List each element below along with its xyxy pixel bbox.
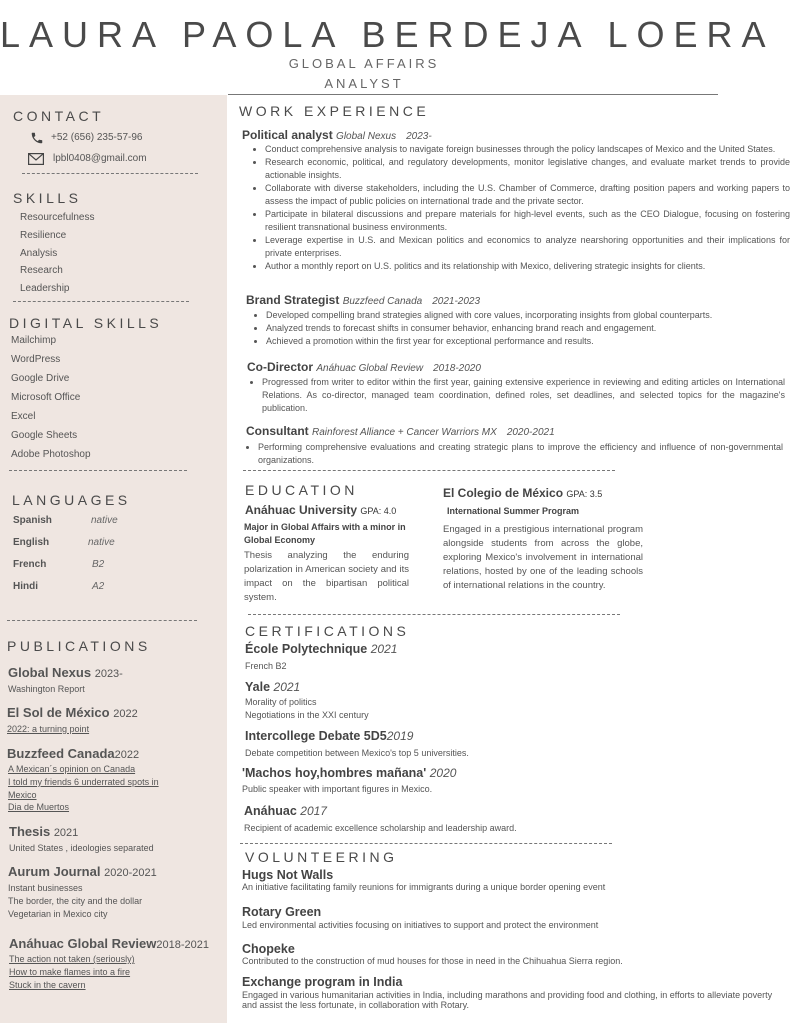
language-name: Hindi <box>13 581 38 592</box>
publications-heading: PUBLICATIONS <box>7 638 151 654</box>
publication-line: Vegetarian in Mexico city <box>8 909 108 919</box>
contact-email[interactable]: lpbl0408@gmail.com <box>53 153 147 164</box>
volunteering-description: An initiative facilitating family reunions for immigrants during a unique border opening event <box>242 882 606 892</box>
education-description: Thesis analyzing the enduring polarization in American society and its impact on the bipartisan political system. <box>244 550 409 603</box>
job-bullets <box>245 143 790 273</box>
divider <box>248 614 620 615</box>
skill-item: Research <box>20 265 63 276</box>
volunteering-title: Rotary Green <box>242 905 322 919</box>
digital-skill-item: Google Drive <box>11 373 70 384</box>
skills-heading: SKILLS <box>13 190 82 206</box>
education-program: International Summer Program <box>447 506 580 516</box>
publication-link[interactable]: The action not taken (seriously) <box>9 954 135 964</box>
job-bullet: • Progressed from writer to editor within the first year, gaining extensive experience in reviewing and editing articles on International Relations. As co-director, managed team coordination, defined roles, set deadlines, and selected topics for the magazine's publication. <box>262 376 785 415</box>
phone-icon <box>30 131 44 145</box>
job-bullets <box>242 376 785 415</box>
education-degree: Major in Global Affairs with a minor in Global Economy <box>244 522 406 545</box>
publication-line: The border, the city and the dollar <box>8 896 143 906</box>
language-level: native <box>91 515 118 526</box>
skill-item: Leadership <box>20 283 70 294</box>
language-name: Spanish <box>13 515 52 526</box>
publication-title: Aurum Journal 2020-2021 <box>8 864 157 879</box>
digital-skill-item: Google Sheets <box>11 430 78 441</box>
certification-detail: French B2 <box>245 661 287 671</box>
volunteering-description: Engaged in various humanitarian activities in India, including marathons and providing food and clothing, in efforts to alleviate poverty and assist the less fortunate, in collaboration with Rotary. <box>242 990 773 1010</box>
publication-link[interactable]: 2022: a turning point <box>7 724 90 734</box>
certification-detail: Debate competition between Mexico's top 5 universities. <box>245 748 469 758</box>
language-name: English <box>13 537 50 548</box>
job-bullets <box>238 441 783 467</box>
job-title: Brand Strategist Buzzfeed Canada 2021-2023 <box>246 293 481 307</box>
publication-link[interactable]: Dia de Muertos <box>8 802 70 812</box>
job-bullet: • Performing comprehensive evaluations and creating strategic plans to improve the efficiency and influence of non-governmental organizations. <box>258 441 783 467</box>
mail-icon <box>28 153 44 165</box>
job-bullet: • Research economic, political, and regulatory developments, monitor legislative changes, and evaluate market trends to provide actionable insights. <box>265 156 790 182</box>
certifications-heading: CERTIFICATIONS <box>245 623 410 639</box>
resume-subtitle-line1: GLOBAL AFFAIRS <box>288 56 440 71</box>
certification-title: Yale 2021 <box>245 680 301 694</box>
publication-link[interactable]: How to make flames into a fire <box>9 967 131 977</box>
publication-link[interactable]: Stuck in the cavern <box>9 980 86 990</box>
certification-title: 'Machos hoy,hombres mañana' 2020 <box>242 766 457 780</box>
job-bullet: • Developed compelling brand strategies aligned with core values, incorporating insights from global counterparts. <box>266 309 790 322</box>
publication-line: United States , ideologies separated <box>9 843 154 853</box>
certification-detail: Morality of politics <box>245 697 317 707</box>
job-bullet: • Conduct comprehensive analysis to navigate foreign businesses through the policy landscapes of Mexico and the United States. <box>265 143 790 156</box>
header-divider <box>228 94 718 95</box>
volunteering-description: Led environmental activities focusing on initiatives to support and protect the environment <box>242 920 599 930</box>
volunteering-title: Hugs Not Walls <box>242 868 334 882</box>
divider <box>13 301 189 302</box>
job-bullet: • Leverage expertise in U.S. and Mexican politics and economics to analyze nearshoring opportunities and their implications for private enterprises. <box>265 234 790 260</box>
skill-item: Analysis <box>20 248 58 259</box>
divider <box>9 470 187 471</box>
publication-link[interactable]: I told my friends 6 underrated spots in <box>8 777 159 787</box>
contact-heading: CONTACT <box>13 108 105 124</box>
publication-line: Instant businesses <box>8 883 83 893</box>
divider <box>7 620 197 621</box>
job-bullet: • Participate in bilateral discussions and prepare materials for high-level events, such as the CEO Dialogue, focusing on fostering resilient transnational business environments. <box>265 208 790 234</box>
language-level: A2 <box>92 581 105 592</box>
divider <box>243 470 615 471</box>
publication-line: Washington Report <box>8 684 85 694</box>
certification-detail: Negotiations in the XXI century <box>245 710 369 720</box>
resume-subtitle-line2: ANALYST <box>324 76 404 91</box>
publication-title: Global Nexus 2023- <box>8 665 123 680</box>
digital-skill-item: Microsoft Office <box>11 392 81 403</box>
certification-title: Intercollege Debate 5D52019 <box>245 729 414 743</box>
divider <box>240 843 612 844</box>
skill-item: Resilience <box>20 230 67 241</box>
job-title: Co-Director Anáhuac Global Review 2018-2020 <box>247 360 481 374</box>
job-bullet: • Author a monthly report on U.S. politics and its relationship with Mexico, delivering strategic insights for clients. <box>265 260 790 273</box>
volunteering-heading: VOLUNTEERING <box>245 849 398 865</box>
skill-item: Resourcefulness <box>20 212 95 223</box>
publication-title: Buzzfeed Canada2022 <box>7 746 140 761</box>
digital-skill-item: WordPress <box>11 354 61 365</box>
resume-name: LAURA PAOLA BERDEJA LOERA <box>0 14 775 55</box>
publication-link[interactable]: Mexico <box>8 790 37 800</box>
education-school: Anáhuac University GPA: 4.0 <box>245 503 397 517</box>
job-bullet: • Achieved a promotion within the first year for exceptional performance and results. <box>266 335 790 348</box>
publication-title: El Sol de México 2022 <box>7 705 138 720</box>
publication-link[interactable]: A Mexican´s opinion on Canada <box>8 764 136 774</box>
job-bullets <box>246 309 790 348</box>
certification-title: Anáhuac 2017 <box>244 804 327 818</box>
volunteering-title: Exchange program in India <box>242 975 403 989</box>
digital-skill-item: Adobe Photoshop <box>11 449 91 460</box>
education-heading: EDUCATION <box>245 482 358 498</box>
education-school: El Colegio de México GPA: 3.5 <box>443 486 603 500</box>
publication-title: Thesis 2021 <box>9 824 79 839</box>
divider <box>22 173 198 174</box>
job-title: Consultant Rainforest Alliance + Cancer Warriors MX 2020-2021 <box>246 424 555 438</box>
certification-title: École Polytechnique 2021 <box>245 642 398 656</box>
job-title: Political analyst Global Nexus 2023- <box>242 128 432 142</box>
digital-skills-heading: DIGITAL SKILLS <box>9 315 163 331</box>
certification-detail: Public speaker with important figures in Mexico. <box>242 784 433 794</box>
publication-title: Anáhuac Global Review2018-2021 <box>9 936 209 951</box>
work-experience-heading: WORK EXPERIENCE <box>239 103 430 119</box>
education-description: Engaged in a prestigious international program alongside students from across the globe, exploring Mexico's involvement in international relations, hosted by one of the leading schools of international relations in the country. <box>443 524 643 591</box>
certification-detail: Recipient of academic excellence scholarship and leadership award. <box>244 823 517 833</box>
volunteering-title: Chopeke <box>242 942 295 956</box>
language-level: native <box>88 537 115 548</box>
language-name: French <box>13 559 47 570</box>
language-level: B2 <box>92 559 105 570</box>
volunteering-description: Contributed to the construction of mud houses for those in need in the Chihuahua Sierra region. <box>242 956 623 966</box>
digital-skill-item: Mailchimp <box>11 335 57 346</box>
contact-phone[interactable]: +52 (656) 235-57-96 <box>51 132 143 143</box>
digital-skill-item: Excel <box>11 411 36 422</box>
job-bullet: • Analyzed trends to forecast shifts in consumer behavior, enhancing brand reach and engagement. <box>266 322 790 335</box>
languages-heading: LANGUAGES <box>12 492 131 508</box>
job-bullet: • Collaborate with diverse stakeholders, including the U.S. Chamber of Commerce, drafting position papers and working papers to assess the impact of public policies on international trade and the private sector. <box>265 182 790 208</box>
